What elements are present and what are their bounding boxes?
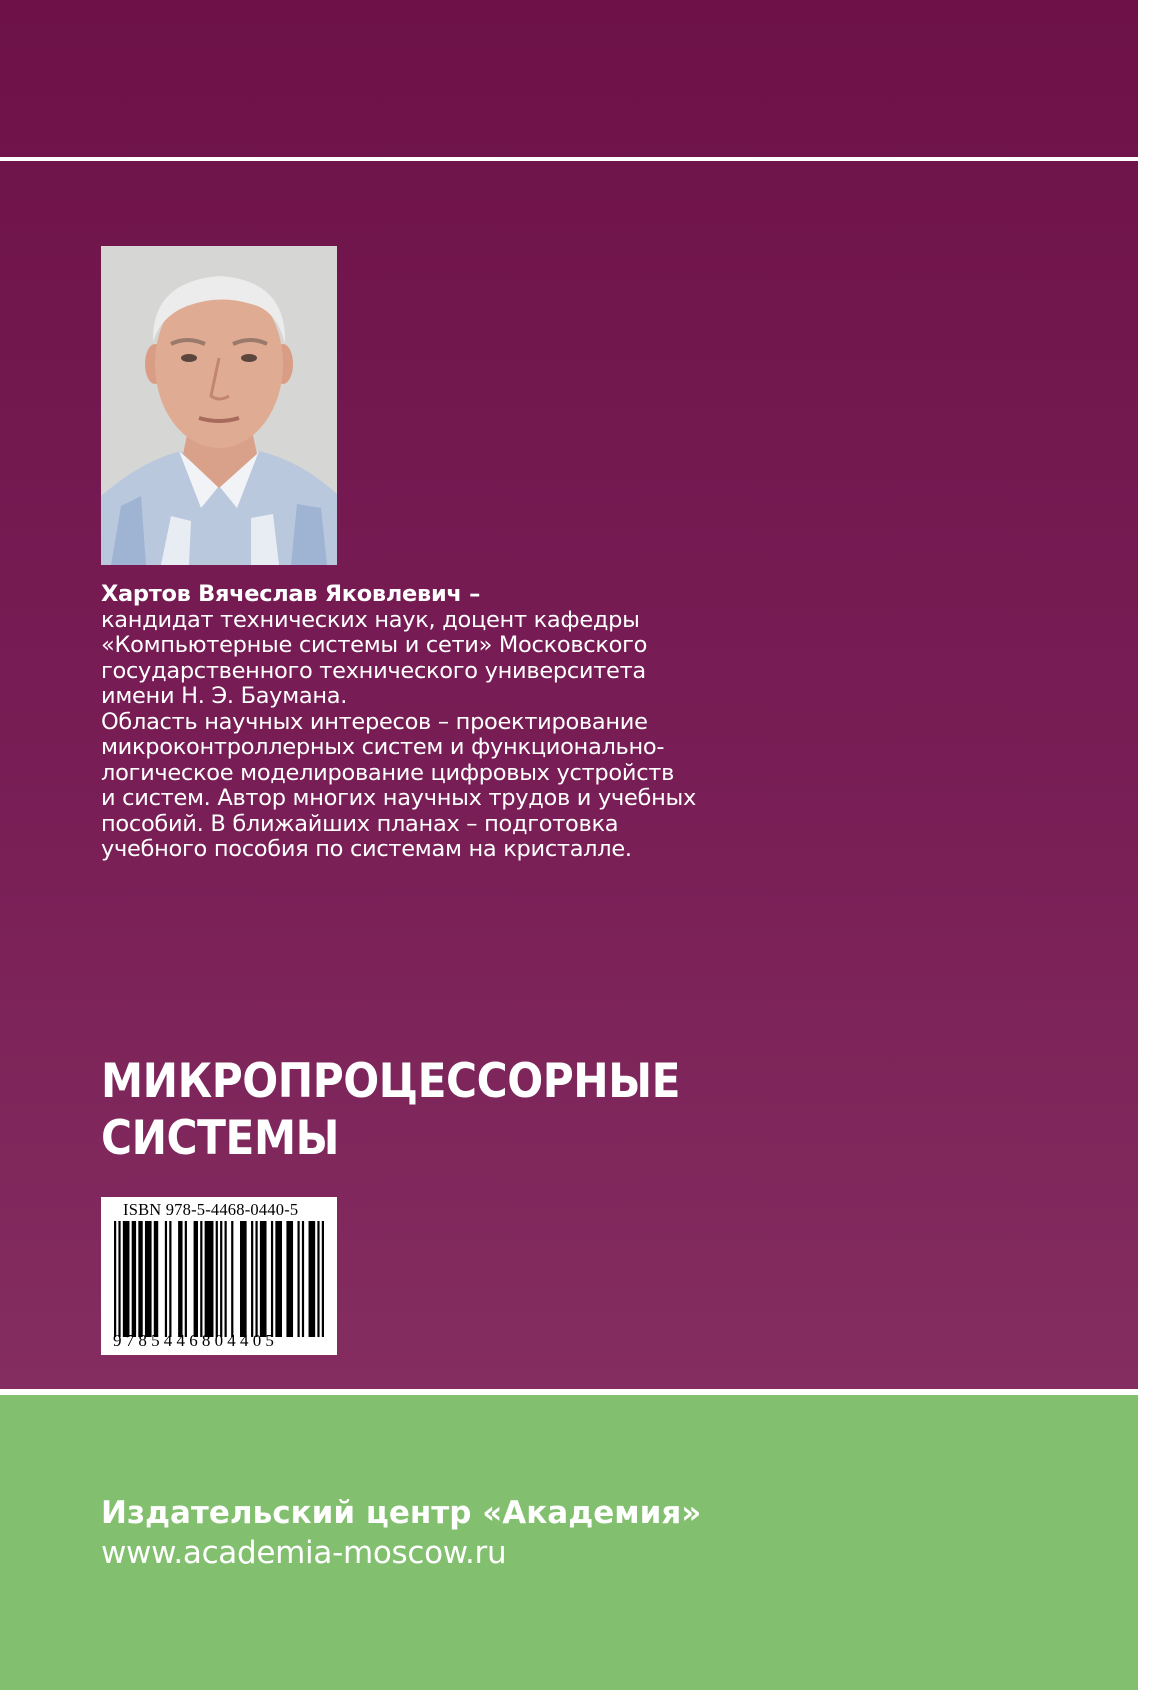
barcode-bar (240, 1221, 247, 1337)
ean-digits: 9785446804405 (113, 1331, 279, 1350)
barcode-bar (138, 1221, 142, 1337)
top-divider-line (0, 157, 1138, 161)
barcode-bar (154, 1221, 158, 1337)
barcode-bar (225, 1221, 227, 1337)
barcode-bar (286, 1221, 293, 1337)
bio-line: «Компьютерные системы и сети» Московского (101, 632, 648, 658)
isbn-number: ISBN 978-5-4468-0440-5 (123, 1200, 299, 1219)
bio-line: имени Н. Э. Баумана. (101, 683, 348, 709)
barcode-bar (302, 1221, 304, 1337)
barcode-bar (205, 1221, 214, 1337)
bio-line: пособий. В ближайших планах – подготовка (101, 810, 619, 837)
barcode-bar (114, 1221, 116, 1337)
barcode-bar (251, 1221, 253, 1337)
barcode-bar (275, 1221, 282, 1337)
bio-line: государственного технического университета (101, 657, 646, 684)
barcode-bar (178, 1221, 182, 1337)
book-title-line: МИКРОПРОЦЕССОРНЫЕ (101, 1054, 681, 1109)
barcode-bar (260, 1221, 267, 1337)
barcode-bar (118, 1221, 120, 1337)
bio-line: логическое моделирование цифровых устройств (101, 759, 675, 786)
barcode-bar (271, 1221, 273, 1337)
author-portrait-icon (101, 246, 337, 565)
publisher-name: Издательский центр «Академия» (101, 1495, 702, 1531)
barcode-bar (297, 1221, 299, 1337)
barcode-bar (309, 1221, 316, 1337)
barcode-bar (216, 1221, 218, 1337)
book-title (101, 1053, 744, 1167)
author-name: Хартов Вячеслав Яковлевич – (101, 581, 481, 607)
barcode-bar (322, 1221, 324, 1337)
barcode-bars-icon (114, 1221, 324, 1337)
author-photo (101, 246, 337, 565)
bio-line: учебного пособия по системам на кристалле. (101, 836, 632, 862)
bio-line: Область научных интересов – проектирование (101, 708, 648, 735)
barcode-bar (231, 1221, 233, 1337)
isbn-barcode (101, 1197, 337, 1355)
barcode-bar (220, 1221, 222, 1337)
barcode-bar (123, 1221, 130, 1337)
book-title-line: СИСТЕМЫ (101, 1111, 340, 1166)
barcode-bar (194, 1221, 198, 1337)
barcode-bar (145, 1221, 152, 1337)
publisher-url[interactable]: www.academia-moscow.ru (101, 1535, 507, 1571)
barcode-bar (317, 1221, 319, 1337)
barcode-bar (200, 1221, 202, 1337)
bio-line: кандидат технических наук, доцент кафедры (101, 606, 640, 633)
bio-line: и систем. Автор многих научных трудов и учебных (101, 785, 696, 811)
barcode-bar (132, 1221, 136, 1337)
publisher-info (101, 1493, 701, 1573)
barcode-bar (185, 1221, 187, 1337)
barcode-bar (165, 1221, 167, 1337)
barcode-bar (169, 1221, 171, 1337)
barcode-bar (255, 1221, 257, 1337)
bio-line: микроконтроллерных систем и функционально- (101, 734, 665, 760)
author-bio (101, 582, 741, 863)
